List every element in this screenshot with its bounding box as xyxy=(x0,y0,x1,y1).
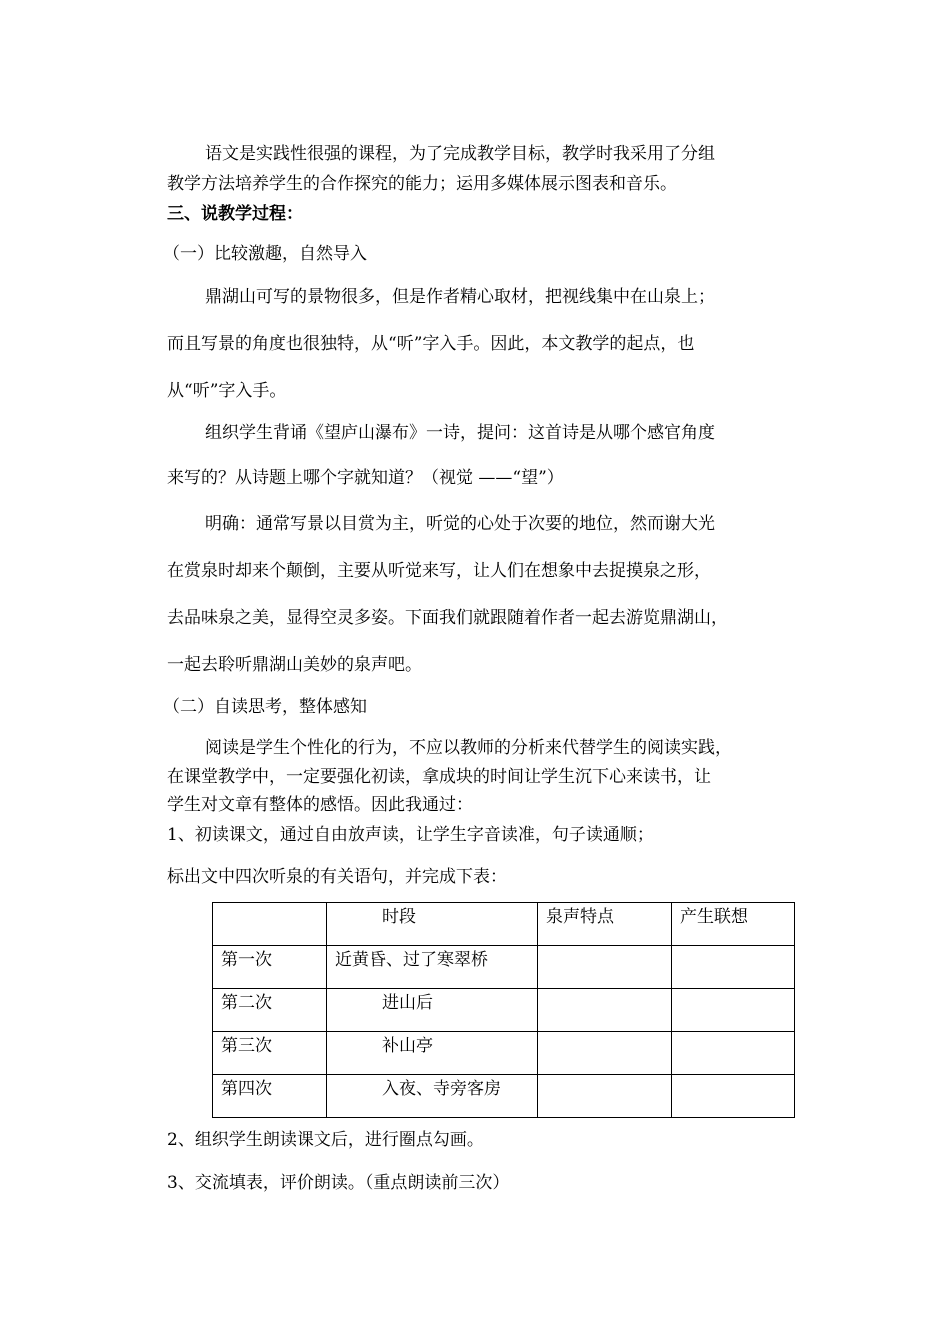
table-cell: 进山后 xyxy=(327,989,538,1032)
table-cell xyxy=(672,1075,795,1118)
table-row xyxy=(213,1075,795,1118)
table-cell: 第四次 xyxy=(213,1075,327,1118)
paragraph-line: 阅读是学生个性化的行为，不应以教师的分析来代替学生的阅读实践， xyxy=(205,738,732,758)
paragraph-line: 在赏泉时却来个颠倒，主要从听觉来写，让人们在想象中去捉摸泉之形， xyxy=(167,561,711,581)
table-cell: 第二次 xyxy=(213,989,327,1032)
step-item: 3、交流填表，评价朗读。（重点朗读前三次） xyxy=(167,1173,510,1193)
table-cell: 补山亭 xyxy=(327,1032,538,1075)
table-cell: 第三次 xyxy=(213,1032,327,1075)
table-row xyxy=(213,989,795,1032)
table-cell: 入夜、寺旁客房 xyxy=(327,1075,538,1118)
paragraph-line: 语文是实践性很强的课程，为了完成教学目标，教学时我采用了分组 xyxy=(205,144,715,164)
paragraph-line: 教学方法培养学生的合作探究的能力；运用多媒体展示图表和音乐。 xyxy=(167,174,677,194)
paragraph-line: 组织学生背诵《望庐山瀑布》一诗，提问：这首诗是从哪个感官角度 xyxy=(205,423,715,443)
table-cell: 第一次 xyxy=(213,946,327,989)
paragraph-line: 在课堂教学中，一定要强化初读，拿成块的时间让学生沉下心来读书，让 xyxy=(167,767,711,787)
table-row xyxy=(213,946,795,989)
paragraph-line: 从“听”字入手。 xyxy=(167,381,287,401)
table-cell xyxy=(672,946,795,989)
paragraph-line: 来写的？从诗题上哪个字就知道？（视觉 ——“望”） xyxy=(167,468,564,488)
table-header-cell: 产生联想 xyxy=(672,903,795,946)
table-cell: 近黄昏、过了寒翠桥 xyxy=(327,946,538,989)
table-header-cell: 泉声特点 xyxy=(538,903,672,946)
paragraph-line: 一起去聆听鼎湖山美妙的泉声吧。 xyxy=(167,655,422,675)
table-header-row xyxy=(213,903,795,946)
paragraph-line: 去品味泉之美，显得空灵多姿。下面我们就跟随着作者一起去游览鼎湖山， xyxy=(167,608,728,628)
table-row xyxy=(213,1032,795,1075)
paragraph-line: 鼎湖山可写的景物很多，但是作者精心取材，把视线集中在山泉上； xyxy=(205,287,715,307)
step-item: 2、组织学生朗读课文后，进行圈点勾画。 xyxy=(167,1130,484,1150)
paragraph-line: 而且写景的角度也很独特，从“听”字入手。因此，本文教学的起点，也 xyxy=(167,334,695,354)
paragraph-line: 明确：通常写景以目赏为主，听觉的心处于次要的地位，然而谢大光 xyxy=(205,514,715,534)
table-header-cell xyxy=(213,903,327,946)
listening-table xyxy=(212,902,795,1118)
table-header-cell: 时段 xyxy=(327,903,538,946)
step-item: 1、初读课文，通过自由放声读，让学生字音读准，句子读通顺； xyxy=(167,825,654,845)
table-cell xyxy=(538,946,672,989)
section-heading: 三、说教学过程： xyxy=(167,204,303,224)
table-cell xyxy=(672,1032,795,1075)
subsection-heading: （一）比较激趣，自然导入 xyxy=(163,244,367,264)
table-cell xyxy=(672,989,795,1032)
table-cell xyxy=(538,1032,672,1075)
subsection-heading: （二）自读思考，整体感知 xyxy=(163,697,367,717)
table-cell xyxy=(538,989,672,1032)
step-item: 标出文中四次听泉的有关语句，并完成下表： xyxy=(167,867,507,887)
table-cell xyxy=(538,1075,672,1118)
paragraph-line: 学生对文章有整体的感悟。因此我通过： xyxy=(167,795,473,815)
